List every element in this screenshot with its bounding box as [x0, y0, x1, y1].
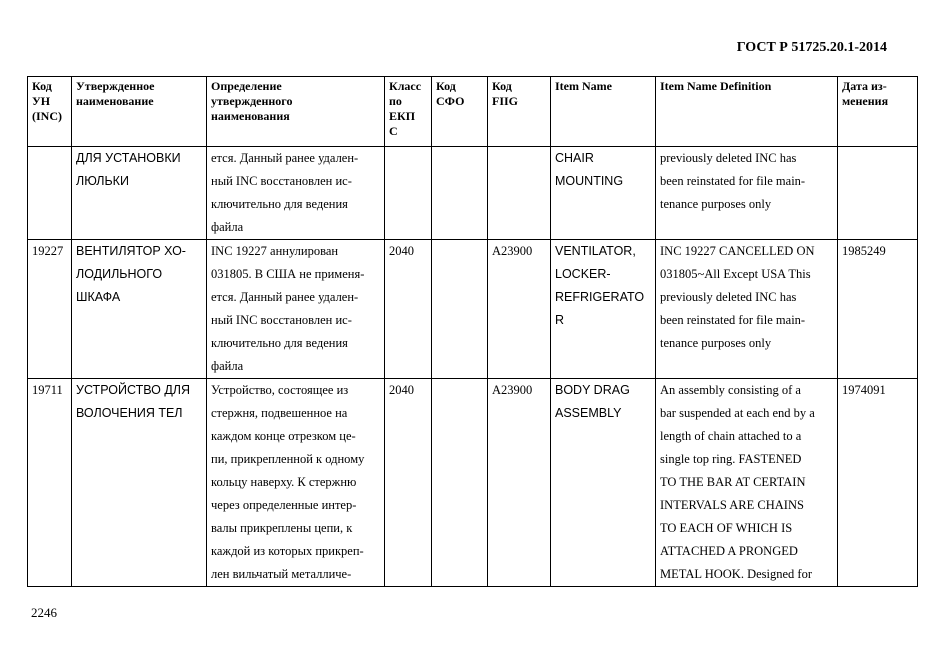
column-header-fiig: Код FIIG [488, 77, 551, 147]
column-header-name: Утвержденное наименование [72, 77, 207, 147]
cell-item-definition [656, 240, 838, 379]
cell-item-name-line: ASSEMBLY [555, 406, 622, 420]
cell-name [72, 379, 207, 587]
column-header-item-name: Item Name [551, 77, 656, 147]
cell-item-name [551, 379, 656, 587]
cell-name [72, 240, 207, 379]
table-row [28, 147, 918, 240]
cell-definition-line: валы прикреплены цепи, к [211, 521, 353, 535]
standard-designation: ГОСТ Р 51725.20.1-2014 [736, 40, 887, 55]
cell-name-line: ШКАФА [76, 290, 121, 304]
cell-date: 1985249 [838, 240, 918, 379]
cell-definition-line: каждой из которых прикреп- [211, 544, 364, 558]
cell-name-line: УСТРОЙСТВО ДЛЯ [76, 383, 191, 397]
cell-item-name-line: BODY DRAG [555, 383, 630, 397]
cell-inc: 19227 [28, 240, 72, 379]
table-row [28, 379, 918, 587]
cell-definition-line: Устройство, состоящее из [211, 383, 349, 397]
catalog-table [27, 76, 918, 587]
cell-name-line: ВОЛОЧЕНИЯ ТЕЛ [76, 406, 183, 420]
column-header-item-definition: Item Name Definition [656, 77, 838, 147]
cell-sfo [432, 379, 488, 587]
cell-definition-line: файла [211, 220, 244, 234]
cell-item-definition-line: been reinstated for file main- [660, 174, 806, 188]
cell-definition-line: INC 19227 аннулирован [211, 244, 339, 258]
cell-item-definition-line: ATTACHED A PRONGED [660, 544, 798, 558]
cell-item-name-line: LOCKER- [555, 267, 611, 281]
cell-definition-line: ется. Данный ранее удален- [211, 290, 359, 304]
cell-inc [28, 147, 72, 240]
cell-fiig [488, 147, 551, 240]
cell-date [838, 147, 918, 240]
cell-class: 2040 [385, 379, 432, 587]
cell-definition-line: 031805. В США не применя- [211, 267, 365, 281]
cell-item-definition [656, 147, 838, 240]
cell-sfo [432, 240, 488, 379]
cell-item-definition-line: An assembly consisting of a [660, 383, 801, 397]
cell-item-definition-line: length of chain attached to a [660, 429, 802, 443]
cell-name [72, 147, 207, 240]
cell-item-name-line: VENTILATOR, [555, 244, 636, 258]
cell-name-line: ЛОДИЛЬНОГО [76, 267, 163, 281]
cell-definition-line: файла [211, 359, 244, 373]
cell-item-name-line: CHAIR [555, 151, 594, 165]
cell-item-definition-line: TO EACH OF WHICH IS [660, 521, 793, 535]
column-header-date: Дата из- менения [838, 77, 918, 147]
column-header-class: Класс по ЕКП С [385, 77, 432, 147]
cell-item-name [551, 240, 656, 379]
cell-item-name-line: REFRIGERATO [555, 290, 645, 304]
cell-definition-line: через определенные интер- [211, 498, 357, 512]
cell-item-definition-line: previously deleted INC has [660, 151, 797, 165]
cell-definition [207, 147, 385, 240]
cell-name-line: ВЕНТИЛЯТОР ХО- [76, 244, 186, 258]
cell-item-definition-line: tenance purposes only [660, 336, 772, 350]
cell-definition-line: стержня, подвешенное на [211, 406, 348, 420]
cell-definition-line: ется. Данный ранее удален- [211, 151, 359, 165]
cell-item-definition-line: tenance purposes only [660, 197, 772, 211]
cell-item-definition-line: 031805~All Except USA This [660, 267, 811, 281]
cell-item-name [551, 147, 656, 240]
cell-class [385, 147, 432, 240]
cell-fiig: A23900 [488, 379, 551, 587]
table-row [28, 240, 918, 379]
cell-item-definition-line: been reinstated for file main- [660, 313, 806, 327]
cell-definition-line: ключительно для ведения [211, 336, 348, 350]
cell-fiig: A23900 [488, 240, 551, 379]
cell-item-definition-line: INTERVALS ARE CHAINS [660, 498, 804, 512]
column-header-inc: Код УН (INC) [28, 77, 72, 147]
cell-definition-line: ный INC восстановлен ис- [211, 174, 352, 188]
cell-item-definition-line: INC 19227 CANCELLED ON [660, 244, 815, 258]
column-header-definition: Определение утвержденного наименования [207, 77, 385, 147]
cell-inc: 19711 [28, 379, 72, 587]
column-header-sfo: Код СФО [432, 77, 488, 147]
cell-item-definition-line: METAL HOOK. Designed for [660, 567, 812, 581]
cell-definition-line: лен вильчатый металличе- [211, 567, 352, 581]
cell-class: 2040 [385, 240, 432, 379]
cell-name-line: ДЛЯ УСТАНОВКИ [76, 151, 181, 165]
cell-definition-line: ключительно для ведения [211, 197, 348, 211]
cell-definition [207, 240, 385, 379]
cell-definition [207, 379, 385, 587]
cell-item-definition-line: TO THE BAR AT CERTAIN [660, 475, 806, 489]
cell-item-definition-line: single top ring. FASTENED [660, 452, 802, 466]
cell-item-name-line: MOUNTING [555, 174, 624, 188]
cell-item-definition-line: bar suspended at each end by a [660, 406, 815, 420]
cell-item-definition-line: previously deleted INC has [660, 290, 797, 304]
cell-definition-line: ный INC восстановлен ис- [211, 313, 352, 327]
cell-item-definition [656, 379, 838, 587]
cell-definition-line: кольцу наверху. К стержню [211, 475, 357, 489]
page-number: 2246 [31, 605, 57, 620]
cell-date: 1974091 [838, 379, 918, 587]
cell-name-line: ЛЮЛЬКИ [76, 174, 129, 188]
cell-definition-line: пи, прикрепленной к одному [211, 452, 365, 466]
cell-definition-line: каждом конце отрезком це- [211, 429, 356, 443]
cell-sfo [432, 147, 488, 240]
cell-item-name-line: R [555, 313, 565, 327]
table-header-row [28, 77, 918, 147]
